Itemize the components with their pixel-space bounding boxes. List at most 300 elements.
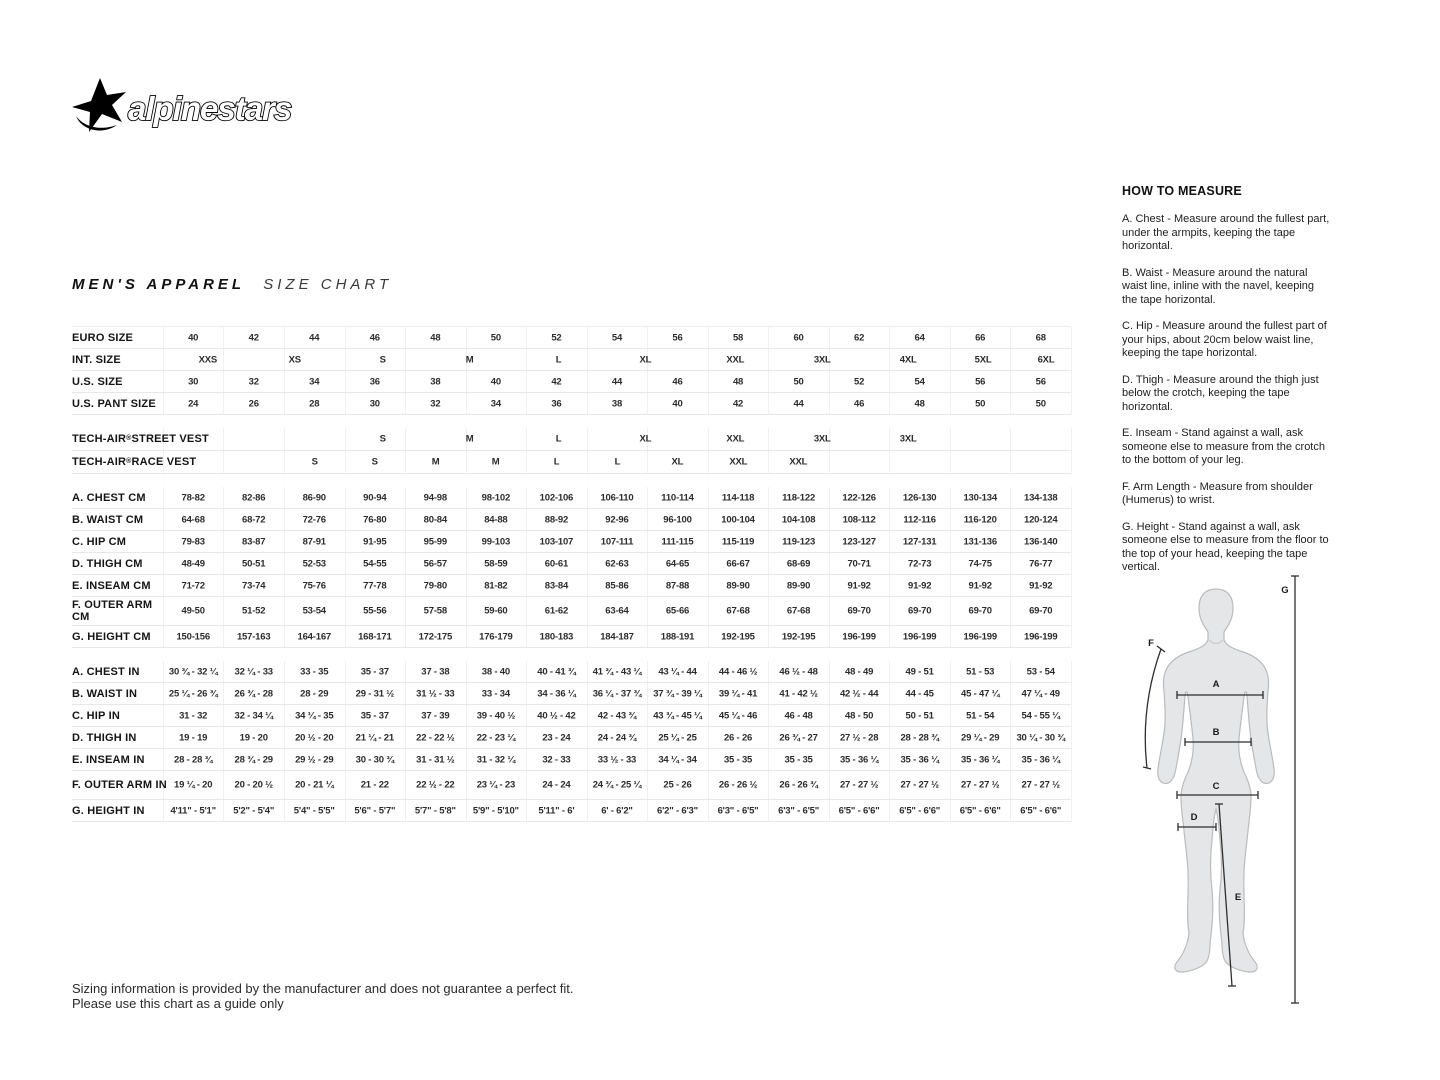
footer-line-2: Please use this chart as a guide only xyxy=(72,996,284,1011)
size-cell: 27 - 27 ½ xyxy=(961,779,1000,791)
size-cell: 6XL xyxy=(1037,354,1055,365)
size-cell: 68-69 xyxy=(786,558,811,569)
size-cell: 111-115 xyxy=(661,536,694,547)
size-cell: 30 ¼ - 30 ¾ xyxy=(1016,732,1065,743)
table-row xyxy=(72,327,1071,349)
grid-line xyxy=(1071,661,1072,822)
grid-line xyxy=(1071,428,1072,474)
size-cell: 45 - 47 ¼ xyxy=(961,688,1000,699)
size-cell: 75-76 xyxy=(302,580,326,591)
footer-disclaimer xyxy=(72,981,574,1011)
size-cell: 168-171 xyxy=(358,631,392,642)
measure-instruction: D. Thigh - Measure around the thigh just below the crotch, keeping the tape horizontal. xyxy=(1122,373,1319,413)
row-label: INT. SIZE xyxy=(72,353,121,366)
measurement-line-f xyxy=(1145,649,1161,768)
size-cell: 6'3" - 6'5" xyxy=(717,805,759,816)
size-cell: 35 - 37 xyxy=(360,710,389,721)
size-cell: 29 - 31 ½ xyxy=(355,688,394,699)
size-cell: 51 - 53 xyxy=(966,666,995,677)
size-cell: 79-83 xyxy=(181,536,205,547)
size-cell: 4XL xyxy=(899,354,917,365)
size-cell: M xyxy=(431,456,440,468)
row-label: B. WAIST CM xyxy=(72,513,144,526)
figure-label-d: D xyxy=(1190,812,1198,823)
size-cell: XXS xyxy=(198,354,218,365)
size-cell: 72-73 xyxy=(907,558,932,569)
size-cell: 85-86 xyxy=(605,580,629,591)
size-cell: 60 xyxy=(793,332,804,343)
size-cell: 29 ½ - 29 xyxy=(295,754,334,765)
size-cell: 84-88 xyxy=(484,514,508,525)
size-cell: L xyxy=(555,433,562,445)
size-cell: 27 - 27 ½ xyxy=(839,779,879,791)
size-cell: 30 - 30 ¾ xyxy=(355,754,394,765)
size-cell: 42 ½ - 44 xyxy=(839,688,879,699)
size-cell: 89-90 xyxy=(726,580,750,591)
measure-instruction: A. Chest - Measure around the fullest part, under the armpits, keeping the tape horizontal. xyxy=(1122,213,1330,252)
size-cell: 176-179 xyxy=(479,631,513,642)
size-cell: 33 - 34 xyxy=(481,688,510,699)
row-label: U.S. SIZE xyxy=(72,375,123,388)
size-cell: L xyxy=(555,354,562,365)
size-cell: 26 - 26 xyxy=(723,732,753,743)
size-cell: 6'2" - 6'3" xyxy=(657,805,698,816)
table-group xyxy=(72,487,1071,648)
size-cell: 88-92 xyxy=(544,514,569,525)
size-cell: 34 xyxy=(309,376,320,387)
size-cell: 58 xyxy=(732,332,744,343)
size-cell: 26 - 26 ¾ xyxy=(779,779,818,791)
size-cell: 38 xyxy=(611,398,623,409)
size-cell: M xyxy=(465,354,474,365)
size-cell: M xyxy=(491,456,500,468)
size-cell: 6'5" - 6'6" xyxy=(838,805,880,816)
size-cell: 66-67 xyxy=(726,558,750,569)
size-cell: 48 - 49 xyxy=(845,666,874,677)
row-label: U.S. PANT SIZE xyxy=(72,397,156,410)
size-cell: 44 xyxy=(793,398,804,409)
size-cell: 91-92 xyxy=(907,580,932,591)
size-cell: 26 xyxy=(248,398,259,409)
table-row xyxy=(72,575,1071,597)
size-cell: 31 - 32 ¼ xyxy=(476,754,516,765)
size-cell: XXL xyxy=(726,433,745,445)
measure-instruction: G. Height - Stand against a wall, ask someone else to measure from the floor to the top of your head, keeping the tape vertical. xyxy=(1122,520,1329,573)
size-cell: 184-187 xyxy=(600,631,634,642)
size-cell: 56-57 xyxy=(423,558,447,569)
size-cell: 58-59 xyxy=(484,558,508,569)
size-cell: 44 xyxy=(309,332,320,343)
size-cell: 90-94 xyxy=(363,492,387,503)
size-cell: 78-82 xyxy=(181,492,205,503)
size-cell: 71-72 xyxy=(181,580,205,591)
size-cell: 68 xyxy=(1035,332,1046,343)
table-row xyxy=(72,371,1071,393)
size-cell: 26 - 26 ½ xyxy=(718,779,758,791)
size-cell: 64 xyxy=(914,332,925,343)
size-cell: 5'6" - 5'7" xyxy=(354,805,396,816)
size-cell: 77-78 xyxy=(363,580,387,591)
measure-instruction: C. Hip - Measure around the fullest part of your hips, about 20cm below waist line, keeping the tape horizontal. xyxy=(1122,320,1327,359)
size-cell: XS xyxy=(288,354,301,365)
size-cell: 3XL xyxy=(813,433,831,445)
size-cell: 83-84 xyxy=(544,580,569,591)
size-cell: 70-71 xyxy=(847,558,871,569)
table-row xyxy=(72,661,1071,683)
size-cell: 35 - 36 ¼ xyxy=(839,754,879,765)
size-cell: 35 - 36 ¼ xyxy=(961,754,1000,765)
size-cell: 33 ½ - 33 xyxy=(597,754,637,765)
size-cell: 53 - 54 xyxy=(1026,666,1055,677)
size-cell: 64-65 xyxy=(665,558,690,569)
size-cell: 54-55 xyxy=(363,558,387,569)
size-cell: 54 xyxy=(611,332,623,343)
size-cell: 6'5" - 6'6" xyxy=(899,805,941,816)
size-cell: 80-84 xyxy=(423,514,447,525)
size-cell: 62-63 xyxy=(605,558,629,569)
size-cell: 46 - 48 xyxy=(784,710,813,721)
size-cell: 123-127 xyxy=(842,536,876,547)
size-cell: 42 xyxy=(732,398,744,409)
alpinestars-wordmark: alpinestars xyxy=(128,90,292,127)
size-cell: 36 xyxy=(369,376,380,387)
size-cell: 43 ¼ - 44 xyxy=(658,666,697,677)
size-cell: 27 ½ - 28 xyxy=(839,732,879,743)
size-cell: 5'11" - 6' xyxy=(538,805,575,816)
table-row xyxy=(72,349,1071,371)
size-cell: 131-136 xyxy=(963,536,997,547)
how-to-measure-heading: HOW TO MEASURE xyxy=(1122,184,1242,198)
size-cell: 32 - 34 ¼ xyxy=(234,710,273,721)
size-cell: 47 ¼ - 49 xyxy=(1021,688,1060,699)
size-cell: 5'4" - 5'5" xyxy=(293,805,335,816)
size-cell: 69-70 xyxy=(1029,605,1053,617)
size-cell: 67-68 xyxy=(786,605,811,617)
page-title xyxy=(72,276,392,293)
size-cell: 91-92 xyxy=(1029,580,1053,591)
table-row xyxy=(72,749,1071,771)
size-cell: 25 - 26 xyxy=(663,779,692,791)
size-cell: 22 - 23 ¼ xyxy=(476,732,516,743)
row-label: F. OUTER ARM IN xyxy=(72,779,167,791)
size-cell: 35 - 36 ¼ xyxy=(1021,754,1060,765)
size-cell: 72-76 xyxy=(302,514,326,525)
size-cell: S xyxy=(379,433,386,445)
size-cell: 19 ¼ - 20 xyxy=(174,779,213,791)
size-cell: 51 - 54 xyxy=(966,710,995,721)
size-cell: 32 xyxy=(248,376,259,387)
size-cell: 51-52 xyxy=(242,605,266,617)
size-cell: 56 xyxy=(672,332,683,343)
table-row xyxy=(72,683,1071,705)
measure-instruction: E. Inseam - Stand against a wall, ask someone else to measure from the crotch to the bottom of your leg. xyxy=(1122,427,1325,466)
size-cell: 24 - 24 xyxy=(542,779,571,791)
size-cell: 42 xyxy=(248,332,259,343)
page-title-secondary: SIZE CHART xyxy=(263,276,393,293)
alpinestars-logo xyxy=(70,76,330,138)
size-cell: 6'3" - 6'5" xyxy=(778,805,820,816)
size-cell: 6'5" - 6'6" xyxy=(1020,805,1062,816)
size-cell: 22 ½ - 22 xyxy=(416,779,455,791)
size-cell: 40 - 41 ¾ xyxy=(537,666,576,677)
how-to-measure-list xyxy=(1122,213,1332,575)
row-label: EURO SIZE xyxy=(72,331,134,344)
size-cell: 19 - 20 xyxy=(239,732,268,743)
size-cell: 40 ½ - 42 xyxy=(537,710,576,721)
size-cell: 39 - 40 ½ xyxy=(476,710,516,721)
size-cell: 122-126 xyxy=(842,492,876,503)
size-cell: 41 - 42 ½ xyxy=(779,688,818,699)
size-cell: 24 - 24 ¾ xyxy=(597,732,637,743)
table-group xyxy=(72,326,1071,415)
size-cell: XL xyxy=(639,433,652,445)
size-cell: 34 - 36 ¼ xyxy=(537,688,576,699)
size-cell: 69-70 xyxy=(847,605,871,617)
size-cell: 96-100 xyxy=(663,514,692,525)
size-cell: 110-114 xyxy=(661,492,694,503)
size-cell: 107-111 xyxy=(600,536,634,547)
size-cell: 116-120 xyxy=(963,514,997,525)
size-cell: 73-74 xyxy=(242,580,266,591)
size-cell: 26 ¾ - 28 xyxy=(234,688,273,699)
size-cell: 19 - 19 xyxy=(179,732,208,743)
size-cell: 54 xyxy=(914,376,925,387)
size-cell: L xyxy=(614,456,621,468)
size-cell: 32 ¼ - 33 xyxy=(234,666,273,677)
size-cell: 46 xyxy=(854,398,865,409)
size-cell: 48 xyxy=(914,398,925,409)
size-cell: 196-199 xyxy=(842,631,876,642)
row-label: B. WAIST IN xyxy=(72,687,138,700)
table-row xyxy=(72,428,1071,451)
size-cell: 100-104 xyxy=(721,514,755,525)
size-cell: XL xyxy=(639,354,652,365)
table-group xyxy=(72,661,1071,822)
size-cell: 46 xyxy=(672,376,683,387)
size-cell: 27 - 27 ½ xyxy=(1021,779,1060,791)
size-cell: 127-131 xyxy=(902,536,937,547)
figure-label-g: G xyxy=(1281,585,1289,596)
grid-line xyxy=(1071,487,1072,648)
size-cell: 24 xyxy=(188,398,199,409)
table-row xyxy=(72,509,1071,531)
size-cell: 44 - 45 xyxy=(905,688,934,699)
size-cell: 50 xyxy=(490,332,501,343)
row-label: E. INSEAM CM xyxy=(72,579,151,592)
size-cell: 44 xyxy=(611,376,623,387)
size-cell: 25 ¼ - 26 ¾ xyxy=(168,688,218,699)
size-cell: 5'7" - 5'8" xyxy=(414,805,456,816)
size-cell: 38 - 40 xyxy=(481,666,510,677)
size-cell: 29 ¼ - 29 xyxy=(961,732,1000,743)
size-cell: 120-124 xyxy=(1023,514,1058,525)
size-cell: 3XL xyxy=(899,433,917,445)
size-cell: 45 ¼ - 46 xyxy=(718,710,758,721)
row-label: G. HEIGHT IN xyxy=(72,804,145,817)
size-cell: 21 ¼ - 21 xyxy=(355,732,394,743)
size-cell: 52 xyxy=(551,332,562,343)
row-label: A. CHEST CM xyxy=(72,491,146,504)
size-chart-table xyxy=(72,326,1071,822)
figure-label-f: F xyxy=(1148,638,1154,649)
size-cell: 86-90 xyxy=(302,492,326,503)
size-cell: 35 - 35 xyxy=(784,754,813,765)
figure-label-e: E xyxy=(1234,892,1242,903)
size-cell: 60-61 xyxy=(544,558,569,569)
table-row xyxy=(72,597,1071,626)
size-cell: L xyxy=(553,456,560,468)
table-group xyxy=(72,428,1071,474)
size-cell: 50 xyxy=(1035,398,1046,409)
size-cell: 55-56 xyxy=(363,605,387,617)
size-cell: 39 ¼ - 41 xyxy=(718,688,758,699)
size-cell: 28 xyxy=(309,398,320,409)
size-cell: 5XL xyxy=(974,354,992,365)
size-cell: 23 ¼ - 23 xyxy=(476,779,516,791)
size-cell: 37 ¾ - 39 ¼ xyxy=(653,688,702,699)
size-cell: M xyxy=(465,433,474,445)
size-cell: 83-87 xyxy=(242,536,266,547)
size-cell: 27 - 27 ½ xyxy=(900,779,939,791)
size-cell: S xyxy=(379,354,386,365)
size-cell: 69-70 xyxy=(907,605,932,617)
size-cell: 23 - 24 xyxy=(542,732,571,743)
size-cell: 6'5" - 6'6" xyxy=(959,805,1001,816)
size-cell: 34 ¼ - 34 xyxy=(658,754,697,765)
size-cell: 5'9" - 5'10" xyxy=(472,805,519,816)
size-cell: 48 xyxy=(430,332,441,343)
size-cell: 103-107 xyxy=(539,536,574,547)
size-cell: 150-156 xyxy=(176,631,210,642)
size-cell: 36 xyxy=(551,398,562,409)
size-cell: 46 ½ - 48 xyxy=(779,666,818,677)
size-cell: 42 - 43 ¾ xyxy=(597,710,637,721)
figure-label-a: A xyxy=(1212,679,1220,690)
size-cell: 91-92 xyxy=(968,580,992,591)
size-cell: 6' - 6'2" xyxy=(601,805,633,816)
size-cell: 48-49 xyxy=(181,558,205,569)
size-cell: 59-60 xyxy=(484,605,508,617)
size-cell: 49 - 51 xyxy=(905,666,934,677)
size-cell: 37 - 39 xyxy=(421,710,450,721)
size-cell: 68-72 xyxy=(242,514,266,525)
size-cell: 95-99 xyxy=(423,536,447,547)
size-cell: 50 xyxy=(793,376,804,387)
size-cell: 48 xyxy=(732,376,744,387)
size-cell: 92-96 xyxy=(605,514,629,525)
size-cell: 196-199 xyxy=(963,631,997,642)
size-cell: 63-64 xyxy=(605,605,629,617)
table-row xyxy=(72,800,1071,822)
size-cell: 40 xyxy=(672,398,683,409)
size-cell: S xyxy=(371,456,378,468)
alpinestars-star-icon xyxy=(70,76,330,138)
size-cell: 65-66 xyxy=(665,605,690,617)
row-label: TECH-AIR ® RACE VEST xyxy=(72,456,197,468)
figure-label-b: B xyxy=(1212,727,1220,738)
table-row xyxy=(72,705,1071,727)
size-cell: 20 - 20 ½ xyxy=(234,779,273,791)
size-cell: 64-68 xyxy=(181,514,205,525)
size-cell: 20 - 21 ¼ xyxy=(295,779,334,791)
size-cell: 48 - 50 xyxy=(845,710,874,721)
table-row xyxy=(72,531,1071,553)
size-cell: 126-130 xyxy=(902,492,937,503)
size-cell: 94-98 xyxy=(423,492,447,503)
size-cell: 196-199 xyxy=(902,631,937,642)
size-cell: 56 xyxy=(1035,376,1046,387)
size-cell: 4'11" - 5'1" xyxy=(170,805,216,816)
size-cell: 164-167 xyxy=(297,631,331,642)
size-cell: 26 ¾ - 27 xyxy=(779,732,818,743)
size-cell: 34 xyxy=(490,398,501,409)
size-cell: 104-108 xyxy=(781,514,816,525)
row-label: F. OUTER ARM CM xyxy=(72,599,153,623)
size-cell: 40 xyxy=(188,332,199,343)
size-cell: 196-199 xyxy=(1023,631,1058,642)
size-cell: 22 - 22 ½ xyxy=(416,732,455,743)
size-cell: 192-195 xyxy=(721,631,755,642)
measure-instruction: B. Waist - Measure around the natural waist line, inline with the navel, keeping the tape horizontal. xyxy=(1122,266,1315,306)
size-cell: 43 ¾ - 45 ¼ xyxy=(653,710,702,721)
size-cell: 50-51 xyxy=(242,558,266,569)
size-cell: 91-95 xyxy=(363,536,387,547)
size-cell: 31 ½ - 33 xyxy=(416,688,455,699)
size-cell: XXL xyxy=(729,456,748,468)
size-cell: 115-119 xyxy=(721,536,755,547)
size-cell: 31 - 32 xyxy=(179,710,208,721)
size-cell: 44 - 46 ½ xyxy=(718,666,758,677)
size-cell: 52 xyxy=(854,376,865,387)
size-cell: 5'2" - 5'4" xyxy=(233,805,275,816)
size-cell: 188-191 xyxy=(660,631,695,642)
size-cell: 57-58 xyxy=(423,605,447,617)
size-cell: 91-92 xyxy=(847,580,871,591)
size-cell: XL xyxy=(671,456,684,468)
size-cell: 35 - 35 xyxy=(723,754,753,765)
size-cell: 61-62 xyxy=(544,605,569,617)
size-cell: 25 ¼ - 25 xyxy=(658,732,697,743)
size-cell: S xyxy=(311,456,318,468)
measure-instruction: F. Arm Length - Measure from shoulder (Humerus) to wrist. xyxy=(1122,480,1313,506)
size-cell: 114-118 xyxy=(721,492,755,503)
size-cell: 53-54 xyxy=(302,605,326,617)
size-cell: 67-68 xyxy=(726,605,750,617)
size-cell: 28 ¾ - 29 xyxy=(234,754,273,765)
size-cell: 50 - 51 xyxy=(905,710,934,721)
size-cell: 89-90 xyxy=(786,580,811,591)
size-cell: 31 - 31 ½ xyxy=(416,754,455,765)
row-label: D. THIGH IN xyxy=(72,731,137,744)
size-cell: XXL xyxy=(726,354,745,365)
size-cell: 28 - 28 ¾ xyxy=(174,754,213,765)
page-title-primary: MEN'S APPAREL xyxy=(72,276,246,293)
size-cell: 112-116 xyxy=(903,514,936,525)
size-cell: 38 xyxy=(430,376,441,387)
table-row xyxy=(72,487,1071,509)
size-cell: 32 xyxy=(430,398,441,409)
size-cell: 62 xyxy=(854,332,865,343)
row-label: D. THIGH CM xyxy=(72,557,143,570)
size-cell: 106-110 xyxy=(600,492,634,503)
size-cell: 21 - 22 xyxy=(360,779,389,791)
size-cell: 69-70 xyxy=(968,605,992,617)
size-cell: 54 - 55 ¼ xyxy=(1021,710,1060,721)
size-cell: 40 xyxy=(490,376,501,387)
grid-line xyxy=(1071,327,1072,415)
size-cell: 130-134 xyxy=(963,492,997,503)
size-cell: 34 ¼ - 35 xyxy=(295,710,334,721)
